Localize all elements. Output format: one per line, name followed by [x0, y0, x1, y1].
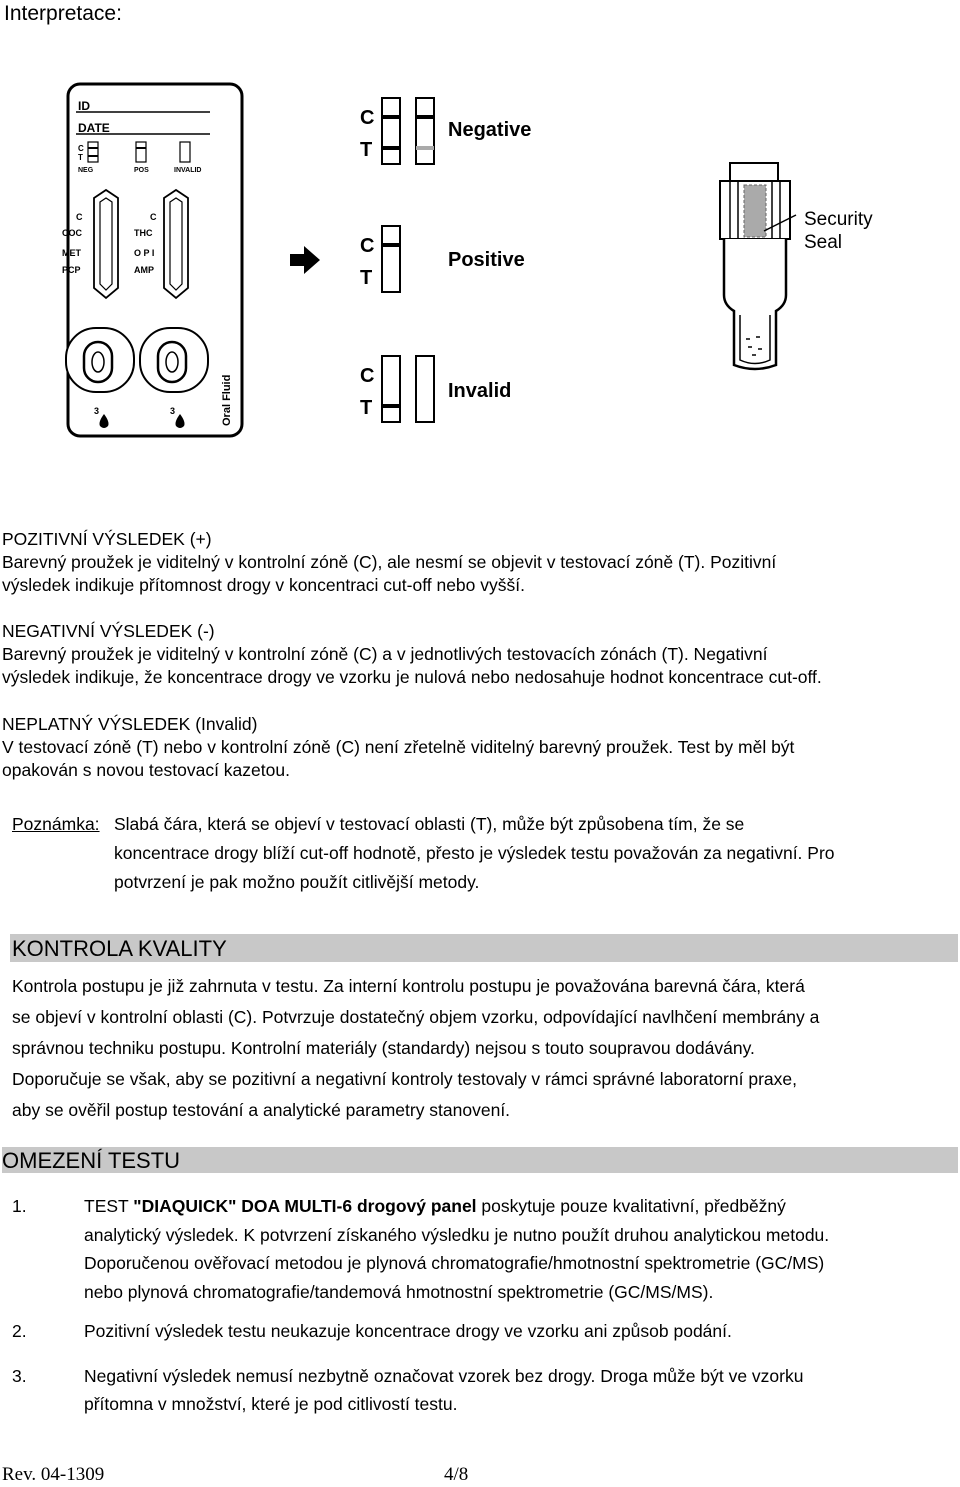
note-line3: potvrzení je pak možno použít citlivější metody.	[114, 872, 480, 892]
quality-text	[12, 971, 958, 1126]
limits-item-1-bold: "DIAQUICK" DOA MULTI-6 drogový panel	[133, 1196, 477, 1216]
note-line2: koncentrace drogy blíží cut-off hodnotě, přesto je výsledek testu považován za negativní. Pro	[114, 843, 835, 863]
inv-c-letter: C	[360, 365, 375, 387]
footer-page-number: 4/8	[444, 1464, 469, 1485]
positive-label: Positive	[448, 249, 525, 271]
collector-figure	[700, 155, 900, 375]
security-seal-line1: Security	[804, 209, 873, 230]
limits-item-number: 2.	[12, 1321, 27, 1341]
invalid-section	[2, 713, 794, 782]
neg-c-letter: C	[360, 107, 375, 129]
limits-title: OMEZENÍ TESTU	[2, 1148, 181, 1173]
positive-title: POZITIVNÍ VÝSLEDEK (+)	[2, 529, 212, 549]
limits-title-bar	[2, 1147, 958, 1173]
strip2-label-amp: AMP	[134, 265, 154, 275]
invalid-line2: opakován s novou testovací kazetou.	[2, 760, 290, 780]
limits-item-1-line: Doporučenou ověřovací metodou je plynová chromatografie/hmotnostní spektrometrie (GC/MS)	[84, 1253, 825, 1273]
quality-line: správnou techniku postupu. Kontrolní materiály (standardy) nejsou s touto soupravou dodávány.	[12, 1038, 755, 1058]
inv-t-letter: T	[360, 397, 373, 419]
quality-line: Doporučuje se však, aby se pozitivní a negativní kontroly testovaly v rámci správné laboratorní praxe,	[12, 1069, 797, 1089]
limits-item-1-line: nebo plynová chromatografie/tandemová hmotnostní spektrometrie (GC/MS/MS).	[84, 1281, 714, 1302]
strip1-label-met: MET	[62, 248, 81, 258]
cassette-pos-label: POS	[134, 167, 149, 174]
limits-item-number: 1.	[12, 1196, 27, 1216]
strip1-label-pcp: PCP	[62, 265, 81, 275]
positive-section	[2, 528, 776, 597]
invalid-title: NEPLATNÝ VÝSLEDEK (Invalid)	[2, 714, 258, 734]
limits-item-1-rest: poskytuje pouze kvalitativní, předběžný	[476, 1196, 786, 1216]
limits-item-3-line2: přítomna v množství, které je pod citlivostí testu.	[84, 1394, 458, 1414]
pos-c-letter: C	[360, 235, 375, 257]
quality-line: Kontrola postupu je již zahrnuta v testu. Za interní kontrolu postupu je považována barevná čára, která	[12, 976, 805, 996]
strip2-label-thc: THC	[134, 228, 153, 238]
quality-line: aby se ověřil postup testování a analytické parametry stanovení.	[12, 1100, 511, 1120]
limits-item-3-line1: Negativní výsledek nemusí nezbytně označovat vzorek bez drogy. Droga může být ve vzorku	[84, 1366, 804, 1386]
pos-t-letter: T	[360, 267, 373, 289]
negative-title: NEGATIVNÍ VÝSLEDEK (-)	[2, 621, 215, 641]
negative-label: Negative	[448, 119, 532, 141]
note-line1: Slabá čára, která se objeví v testovací oblasti (T), může být způsobena tím, že se	[114, 814, 745, 834]
strip2-label-c: C	[150, 212, 157, 222]
positive-line1: Barevný proužek je viditelný v kontrolní zóně (C), ale nesmí se objevit v testovací zóně (T). Pozitivní	[2, 552, 777, 572]
neg-t-letter: T	[360, 139, 373, 161]
limits-item-1-prefix: TEST	[84, 1196, 134, 1216]
limits-item-number: 3.	[12, 1366, 27, 1386]
negative-line2: výsledek indikuje, že koncentrace drogy ve vzorku je nulová nebo nedosahuje hodnot koncentrace cut-off.	[2, 667, 822, 687]
footer-revision: Rev. 04-1309	[2, 1464, 105, 1485]
invalid-line1: V testovací zóně (T) nebo v kontrolní zóně (C) není zřetelně viditelný barevný proužek. Test by měl být	[2, 737, 795, 757]
cassette-invalid-label: INVALID	[174, 167, 202, 174]
quality-title: KONTROLA KVALITY	[12, 936, 227, 961]
test-cassette-figure	[60, 80, 250, 442]
limits-item-1	[12, 1192, 958, 1306]
invalid-label: Invalid	[448, 380, 512, 402]
drop-count-1: 3	[94, 406, 100, 416]
note-section	[12, 810, 958, 897]
security-seal-line2: Seal	[804, 232, 843, 253]
limits-item-2	[12, 1320, 958, 1343]
strip2-label-opi: O P I	[134, 248, 155, 258]
result-strips-figure	[350, 92, 550, 432]
cassette-id-label: ID	[78, 99, 90, 113]
negative-section	[2, 620, 822, 689]
cassette-neg-label: NEG	[78, 167, 94, 174]
limits-item-3	[12, 1362, 958, 1418]
negative-line1: Barevný proužek je viditelný v kontrolní zóně (C) a v jednotlivých testovacích zónách (T). Negativní	[2, 644, 768, 664]
positive-line2: výsledek indikuje přítomnost drogy v koncentraci cut-off nebo vyšší.	[2, 575, 525, 595]
strip1-label-coc: COC	[62, 228, 82, 238]
page-heading: Interpretace:	[4, 2, 122, 25]
arrow-right-icon	[290, 246, 320, 274]
limits-item-1-line: analytický výsledek. K potvrzení získaného výsledku je nutno použít druhou analytickou metodu.	[84, 1224, 830, 1245]
quality-line: se objeví v kontrolní oblasti (C). Potvrzuje dostatečný objem vzorku, odpovídající navlhčení membrány a	[12, 1007, 820, 1027]
cassette-t-letter: T	[78, 153, 83, 162]
strip1-label-c: C	[76, 212, 83, 222]
oral-fluid-label: Oral Fluid	[221, 374, 233, 426]
cassette-date-label: DATE	[78, 121, 110, 135]
limits-item-1-line1	[84, 1192, 958, 1221]
limits-item-2-line1: Pozitivní výsledek testu neukazuje koncentrace drogy ve vzorku ani způsob podání.	[84, 1321, 732, 1341]
note-label: Poznámka:	[12, 814, 100, 834]
quality-title-bar	[10, 934, 958, 962]
cassette-c-letter: C	[78, 144, 84, 153]
drop-count-2: 3	[170, 406, 176, 416]
